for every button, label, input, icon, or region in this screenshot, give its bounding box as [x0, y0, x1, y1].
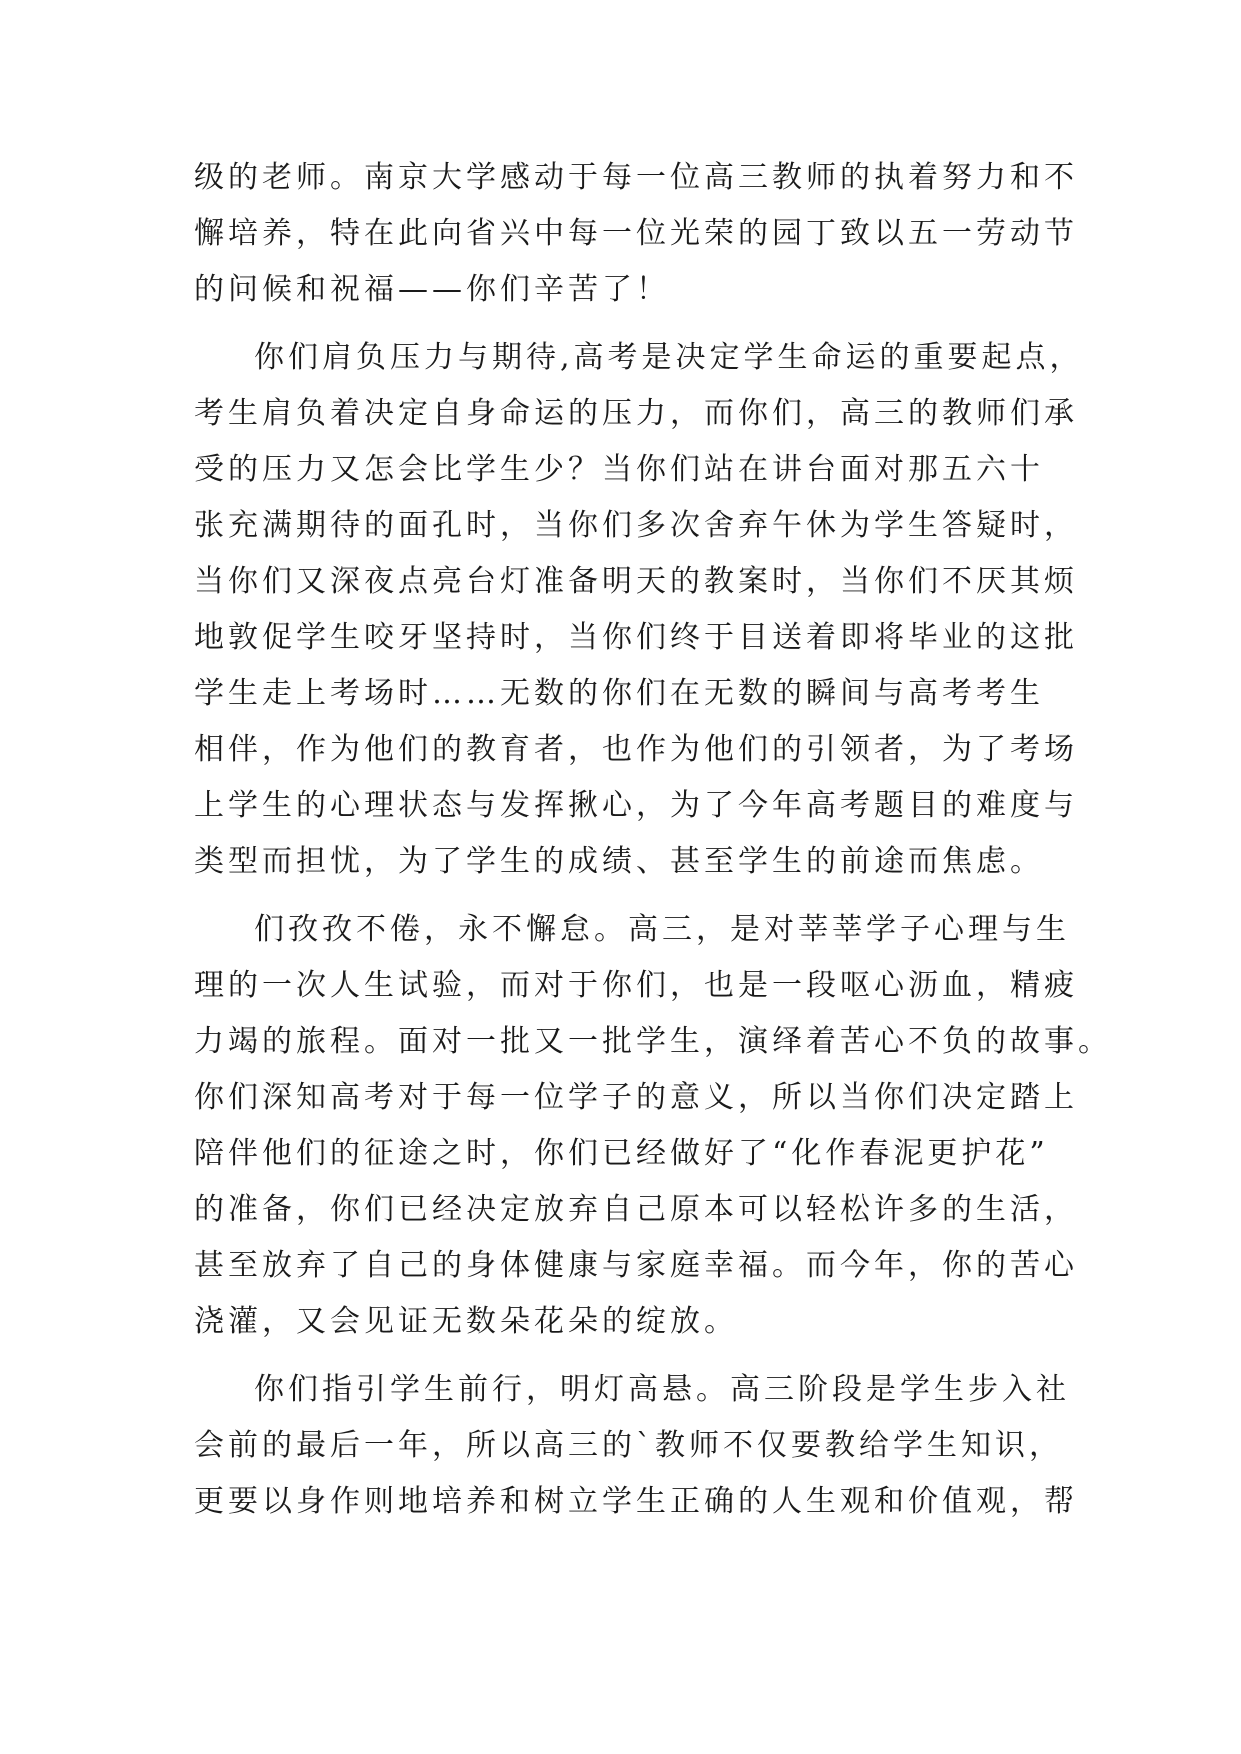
- text-line: 考生肩负着决定自身命运的压力，而你们，高三的教师们承: [194, 396, 1078, 431]
- text-line: 地敦促学生咬牙坚持时，当你们终于目送着即将毕业的这批: [194, 620, 1078, 655]
- paragraph-first-line: 你们指引学生前行，明灯高悬。高三阶段是学生步入社: [254, 1372, 1070, 1407]
- text-line: 你们深知高考对于每一位学子的意义，所以当你们决定踏上: [194, 1080, 1078, 1115]
- paragraph-first-line: 们孜孜不倦，永不懈怠。高三，是对莘莘学子心理与生: [254, 912, 1070, 947]
- text-line: 的问候和祝福——你们辛苦了！: [194, 272, 670, 307]
- text-line: 理的一次人生试验，而对于你们，也是一段呕心沥血，精疲: [194, 968, 1078, 1003]
- text-line: 相伴，作为他们的教育者，也作为他们的引领者，为了考场: [194, 732, 1078, 767]
- text-line: 当你们又深夜点亮台灯准备明天的教案时，当你们不厌其烦: [194, 564, 1078, 599]
- text-line: 更要以身作则地培养和树立学生正确的人生观和价值观，帮: [194, 1484, 1078, 1519]
- text-line: 上学生的心理状态与发挥揪心，为了今年高考题目的难度与: [194, 788, 1078, 823]
- text-line: 类型而担忧，为了学生的成绩、甚至学生的前途而焦虑。: [194, 844, 1044, 879]
- text-line: 力竭的旅程。面对一批又一批学生，演绎着苦心不负的故事。: [194, 1024, 1112, 1059]
- text-line: 浇灌，又会见证无数朵花朵的绽放。: [194, 1304, 738, 1339]
- text-line: 懈培养，特在此向省兴中每一位光荣的园丁致以五一劳动节: [194, 216, 1078, 251]
- text-line: 陪伴他们的征途之时，你们已经做好了“化作春泥更护花”: [194, 1136, 1049, 1171]
- text-line: 级的老师。南京大学感动于每一位高三教师的执着努力和不: [194, 160, 1078, 195]
- text-line: 甚至放弃了自己的身体健康与家庭幸福。而今年，你的苦心: [194, 1248, 1078, 1283]
- text-line: 张充满期待的面孔时，当你们多次舍弃午休为学生答疑时，: [194, 508, 1078, 543]
- paragraph-first-line: 你们肩负压力与期待,高考是决定学生命运的重要起点，: [254, 340, 1084, 375]
- text-line: 会前的最后一年，所以高三的`教师不仅要教给学生知识，: [194, 1428, 1063, 1463]
- text-line: 的准备，你们已经决定放弃自己原本可以轻松许多的生活，: [194, 1192, 1078, 1227]
- text-line: 学生走上考场时……无数的你们在无数的瞬间与高考考生: [194, 676, 1044, 711]
- text-line: 受的压力又怎会比学生少？当你们站在讲台面对那五六十: [194, 452, 1044, 487]
